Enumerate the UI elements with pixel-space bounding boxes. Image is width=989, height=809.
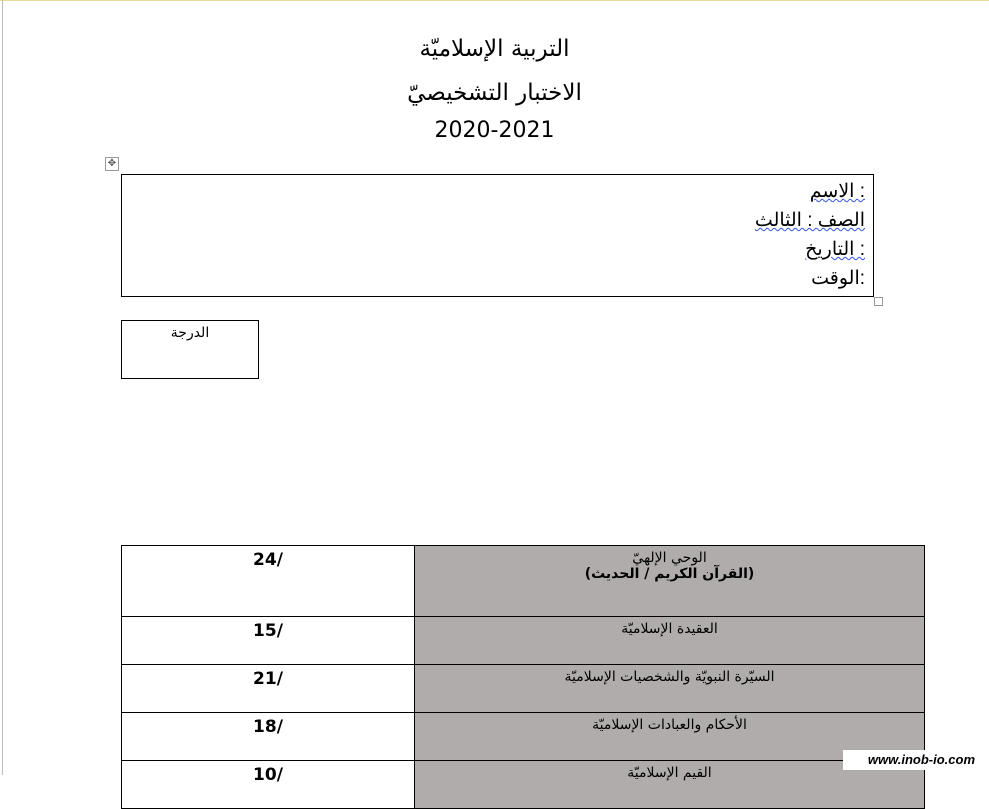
watermark: www.inob-io.com <box>843 750 989 770</box>
year-title: 2020-2021 <box>434 118 555 143</box>
score-cell: /21 <box>122 665 415 713</box>
name-label: : الاسم <box>809 181 865 202</box>
subject-cell: العقيدة الإسلاميّة <box>415 617 925 665</box>
student-info-box <box>121 174 874 297</box>
table-row <box>122 665 925 713</box>
subject-cell: الأحكام والعبادات الإسلاميّة <box>415 713 925 761</box>
subject-title: التربية الإسلاميّة <box>419 36 570 62</box>
table-move-handle-icon[interactable]: ✥ <box>105 157 119 171</box>
table-row <box>122 761 925 809</box>
score-cell: /10 <box>122 761 415 809</box>
table-row <box>122 546 925 617</box>
score-cell: /24 <box>122 546 415 617</box>
subject-cell: القيم الإسلاميّة <box>415 761 925 809</box>
table-row <box>122 713 925 761</box>
score-cell: /15 <box>122 617 415 665</box>
subject-name: الوحي الإلهيّ <box>632 550 707 566</box>
subject-cell <box>415 546 925 617</box>
page-left-edge <box>2 0 3 775</box>
scores-table <box>121 545 925 809</box>
score-cell: /18 <box>122 713 415 761</box>
subject-cell: السيّرة النبويّة والشخصيات الإسلاميّة <box>415 665 925 713</box>
time-label: :الوقت <box>811 268 865 289</box>
subject-subtitle: (القرآن الكريم / الحديث) <box>584 566 755 582</box>
grade-box <box>121 320 259 379</box>
page-top-border <box>0 0 989 1</box>
exam-title: الاختبار التشخيصيّ <box>407 80 582 106</box>
grade-label: الدرجة <box>170 325 210 341</box>
grade-level-label: الصف : الثالث <box>754 210 865 231</box>
table-row <box>122 617 925 665</box>
table-resize-handle[interactable] <box>874 297 883 306</box>
date-label: : التاريخ <box>805 239 865 260</box>
